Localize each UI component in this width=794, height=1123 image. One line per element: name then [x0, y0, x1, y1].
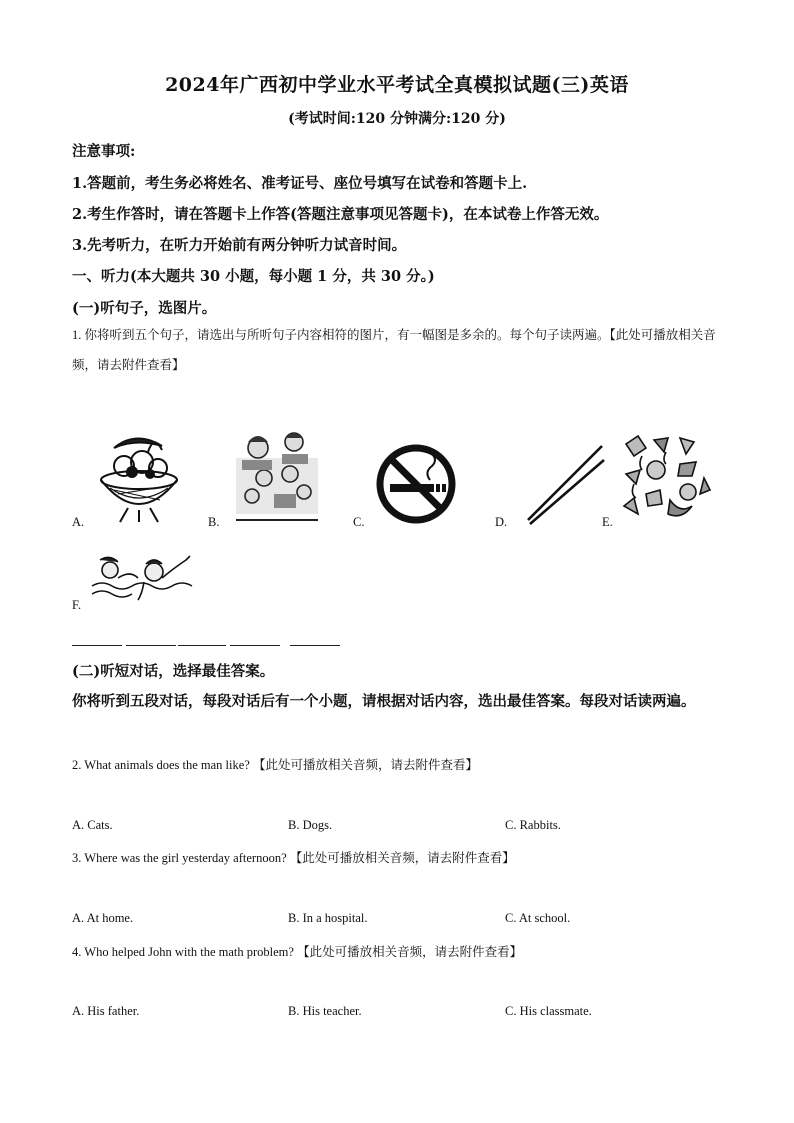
no-smoking-icon	[374, 442, 458, 526]
note-item-2: 2.考生作答时，请在答题卡上作答(答题注意事项见答题卡)，在本试卷上作答无效。	[72, 206, 609, 223]
fruit-basket-icon	[96, 428, 182, 524]
exam-subtitle: (考试时间:120 分钟满分:120 分)	[288, 111, 506, 127]
question-2: 2. What animals does the man like? 【此处可播放相关音频，请去附件查看】	[72, 758, 478, 772]
q2-option-a[interactable]: A. Cats.	[72, 818, 113, 832]
children-group-icon	[234, 432, 320, 524]
answer-blank-4[interactable]	[230, 645, 280, 646]
q2-option-c[interactable]: C. Rabbits.	[505, 818, 561, 832]
q3-option-b[interactable]: B. In a hospital.	[288, 911, 368, 925]
notes-heading: 注意事项:	[72, 143, 136, 160]
q4-option-c[interactable]: C. His classmate.	[505, 1004, 592, 1018]
swimming-icon	[90, 552, 194, 604]
section-heading-listening: 一、听力(本大题共 30 小题，每小题 1 分，共 30 分。)	[72, 268, 435, 285]
picture-label-e: E.	[602, 515, 613, 529]
picture-label-c: C.	[353, 515, 365, 529]
q3-option-c[interactable]: C. At school.	[505, 911, 571, 925]
kites-icon	[620, 434, 712, 524]
note-item-1: 1.答题前，考生务必将姓名、准考证号、座位号填写在试卷和答题卡上.	[72, 175, 528, 192]
q3-option-a[interactable]: A. At home.	[72, 911, 134, 925]
part2-instruction: 你将听到五段对话，每段对话后有一个小题，请根据对话内容，选出最佳答案。每段对话读两遍。	[72, 693, 696, 710]
part1-heading: (一)听句子，选图片。	[72, 300, 217, 317]
question-3: 3. Where was the girl yesterday afternoon? 【此处可播放相关音频，请去附件查看】	[72, 851, 515, 865]
answer-blank-3[interactable]	[178, 645, 226, 646]
question-4: 4. Who helped John with the math problem? 【此处可播放相关音频，请去附件查看】	[72, 945, 523, 959]
picture-label-a: A.	[72, 515, 85, 529]
q4-option-a[interactable]: A. His father.	[72, 1004, 140, 1018]
answer-blank-1[interactable]	[72, 645, 122, 646]
note-item-3: 3.先考听力，在听力开始前有两分钟听力试音时间。	[72, 237, 407, 254]
part2-heading: (二)听短对话，选择最佳答案。	[72, 663, 275, 680]
q2-option-b[interactable]: B. Dogs.	[288, 818, 333, 832]
picture-label-f: F.	[72, 598, 82, 612]
q4-option-b[interactable]: B. His teacher.	[288, 1004, 362, 1018]
part1-instruction: 1. 你将听到五个句子，请选出与所听句子内容相符的图片，有一幅图是多余的。每个句子读两遍。【此处可播放相关音频，请去附件查看】	[72, 328, 716, 372]
answer-blank-5[interactable]	[290, 645, 340, 646]
exam-title: 2024年广西初中学业水平考试全真模拟试题(三)英语	[165, 74, 629, 96]
chopsticks-icon	[522, 442, 606, 526]
answer-blank-2[interactable]	[126, 645, 176, 646]
picture-label-b: B.	[208, 515, 220, 529]
picture-label-d: D.	[495, 515, 508, 529]
